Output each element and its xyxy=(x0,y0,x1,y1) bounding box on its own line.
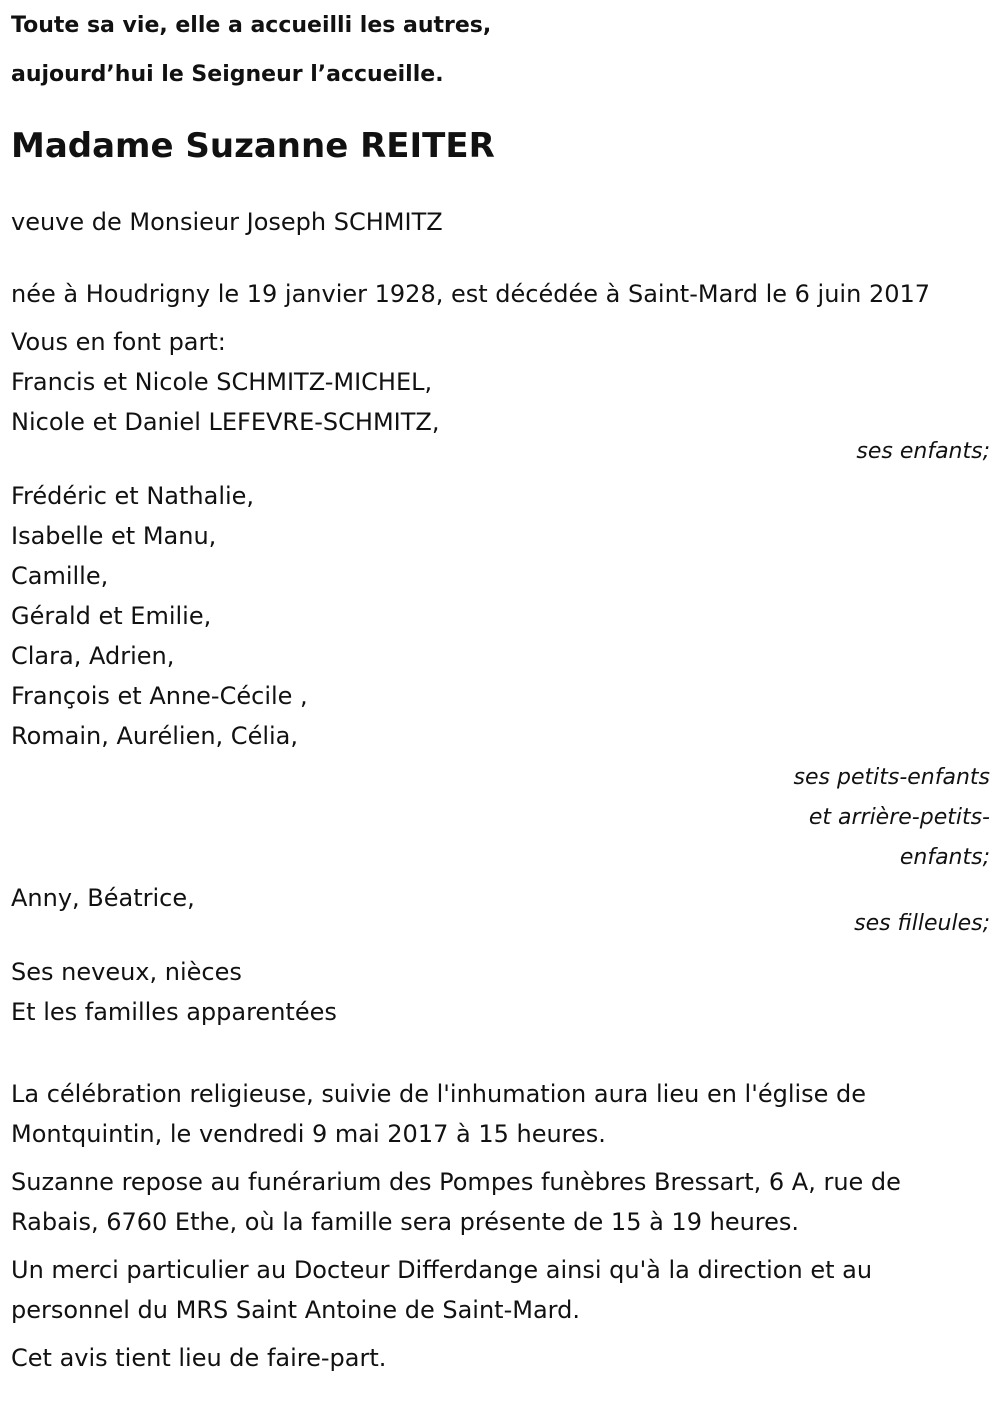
grandchildren-list xyxy=(11,476,990,756)
list-item: Et les familles apparentées xyxy=(11,998,337,1026)
list-item: Nicole et Daniel LEFEVRE-SCHMITZ, xyxy=(11,408,440,436)
godchildren-role: ses filleules; xyxy=(854,911,990,936)
list-item: Clara, Adrien, xyxy=(11,642,175,670)
grandchildren-role-line: ses petits-enfants xyxy=(793,765,990,790)
deceased-name: Madame Suzanne REITER xyxy=(11,126,495,166)
list-item: François et Anne-Cécile , xyxy=(11,682,308,710)
grandchildren-role-line: enfants; xyxy=(899,845,990,870)
intro-line-2: aujourd’hui le Seigneur l’accueille. xyxy=(11,62,444,87)
grandchildren-role xyxy=(11,758,990,878)
list-item: Romain, Aurélien, Célia, xyxy=(11,722,299,750)
thanks-text: Un merci particulier au Docteur Differdange ainsi qu'à la direction et au personnel du MRS Saint Antoine de Saint-Mard. xyxy=(11,1256,873,1324)
announcement: Vous en font part: xyxy=(11,328,226,356)
list-item: Anny, Béatrice, xyxy=(11,884,195,912)
funeral-home-info: Suzanne repose au funérarium des Pompes funèbres Bressart, 6 A, rue de Rabais, 6760 Ethe, où la famille sera présente de 15 à 19 heures. xyxy=(11,1168,901,1236)
list-item: Gérald et Emilie, xyxy=(11,602,212,630)
list-item: Francis et Nicole SCHMITZ-MICHEL, xyxy=(11,368,433,396)
grandchildren-role-line: et arrière-petits- xyxy=(808,805,990,830)
ceremony-info: La célébration religieuse, suivie de l'inhumation aura lieu en l'église de Montquintin, le vendredi 9 mai 2017 à 15 heures. xyxy=(11,1080,867,1148)
other-relatives xyxy=(11,952,990,1032)
widow-of: veuve de Monsieur Joseph SCHMITZ xyxy=(11,208,443,236)
children-role: ses enfants; xyxy=(856,439,990,464)
list-item: Isabelle et Manu, xyxy=(11,522,217,550)
list-item: Frédéric et Nathalie, xyxy=(11,482,255,510)
list-item: Ses neveux, nièces xyxy=(11,958,242,986)
children-list xyxy=(11,362,990,442)
list-item: Camille, xyxy=(11,562,109,590)
closing-text: Cet avis tient lieu de faire-part. xyxy=(11,1344,387,1372)
birth-death: née à Houdrigny le 19 janvier 1928, est décédée à Saint-Mard le 6 juin 2017 xyxy=(11,280,931,308)
intro-line-1: Toute sa vie, elle a accueilli les autres, xyxy=(11,13,492,38)
